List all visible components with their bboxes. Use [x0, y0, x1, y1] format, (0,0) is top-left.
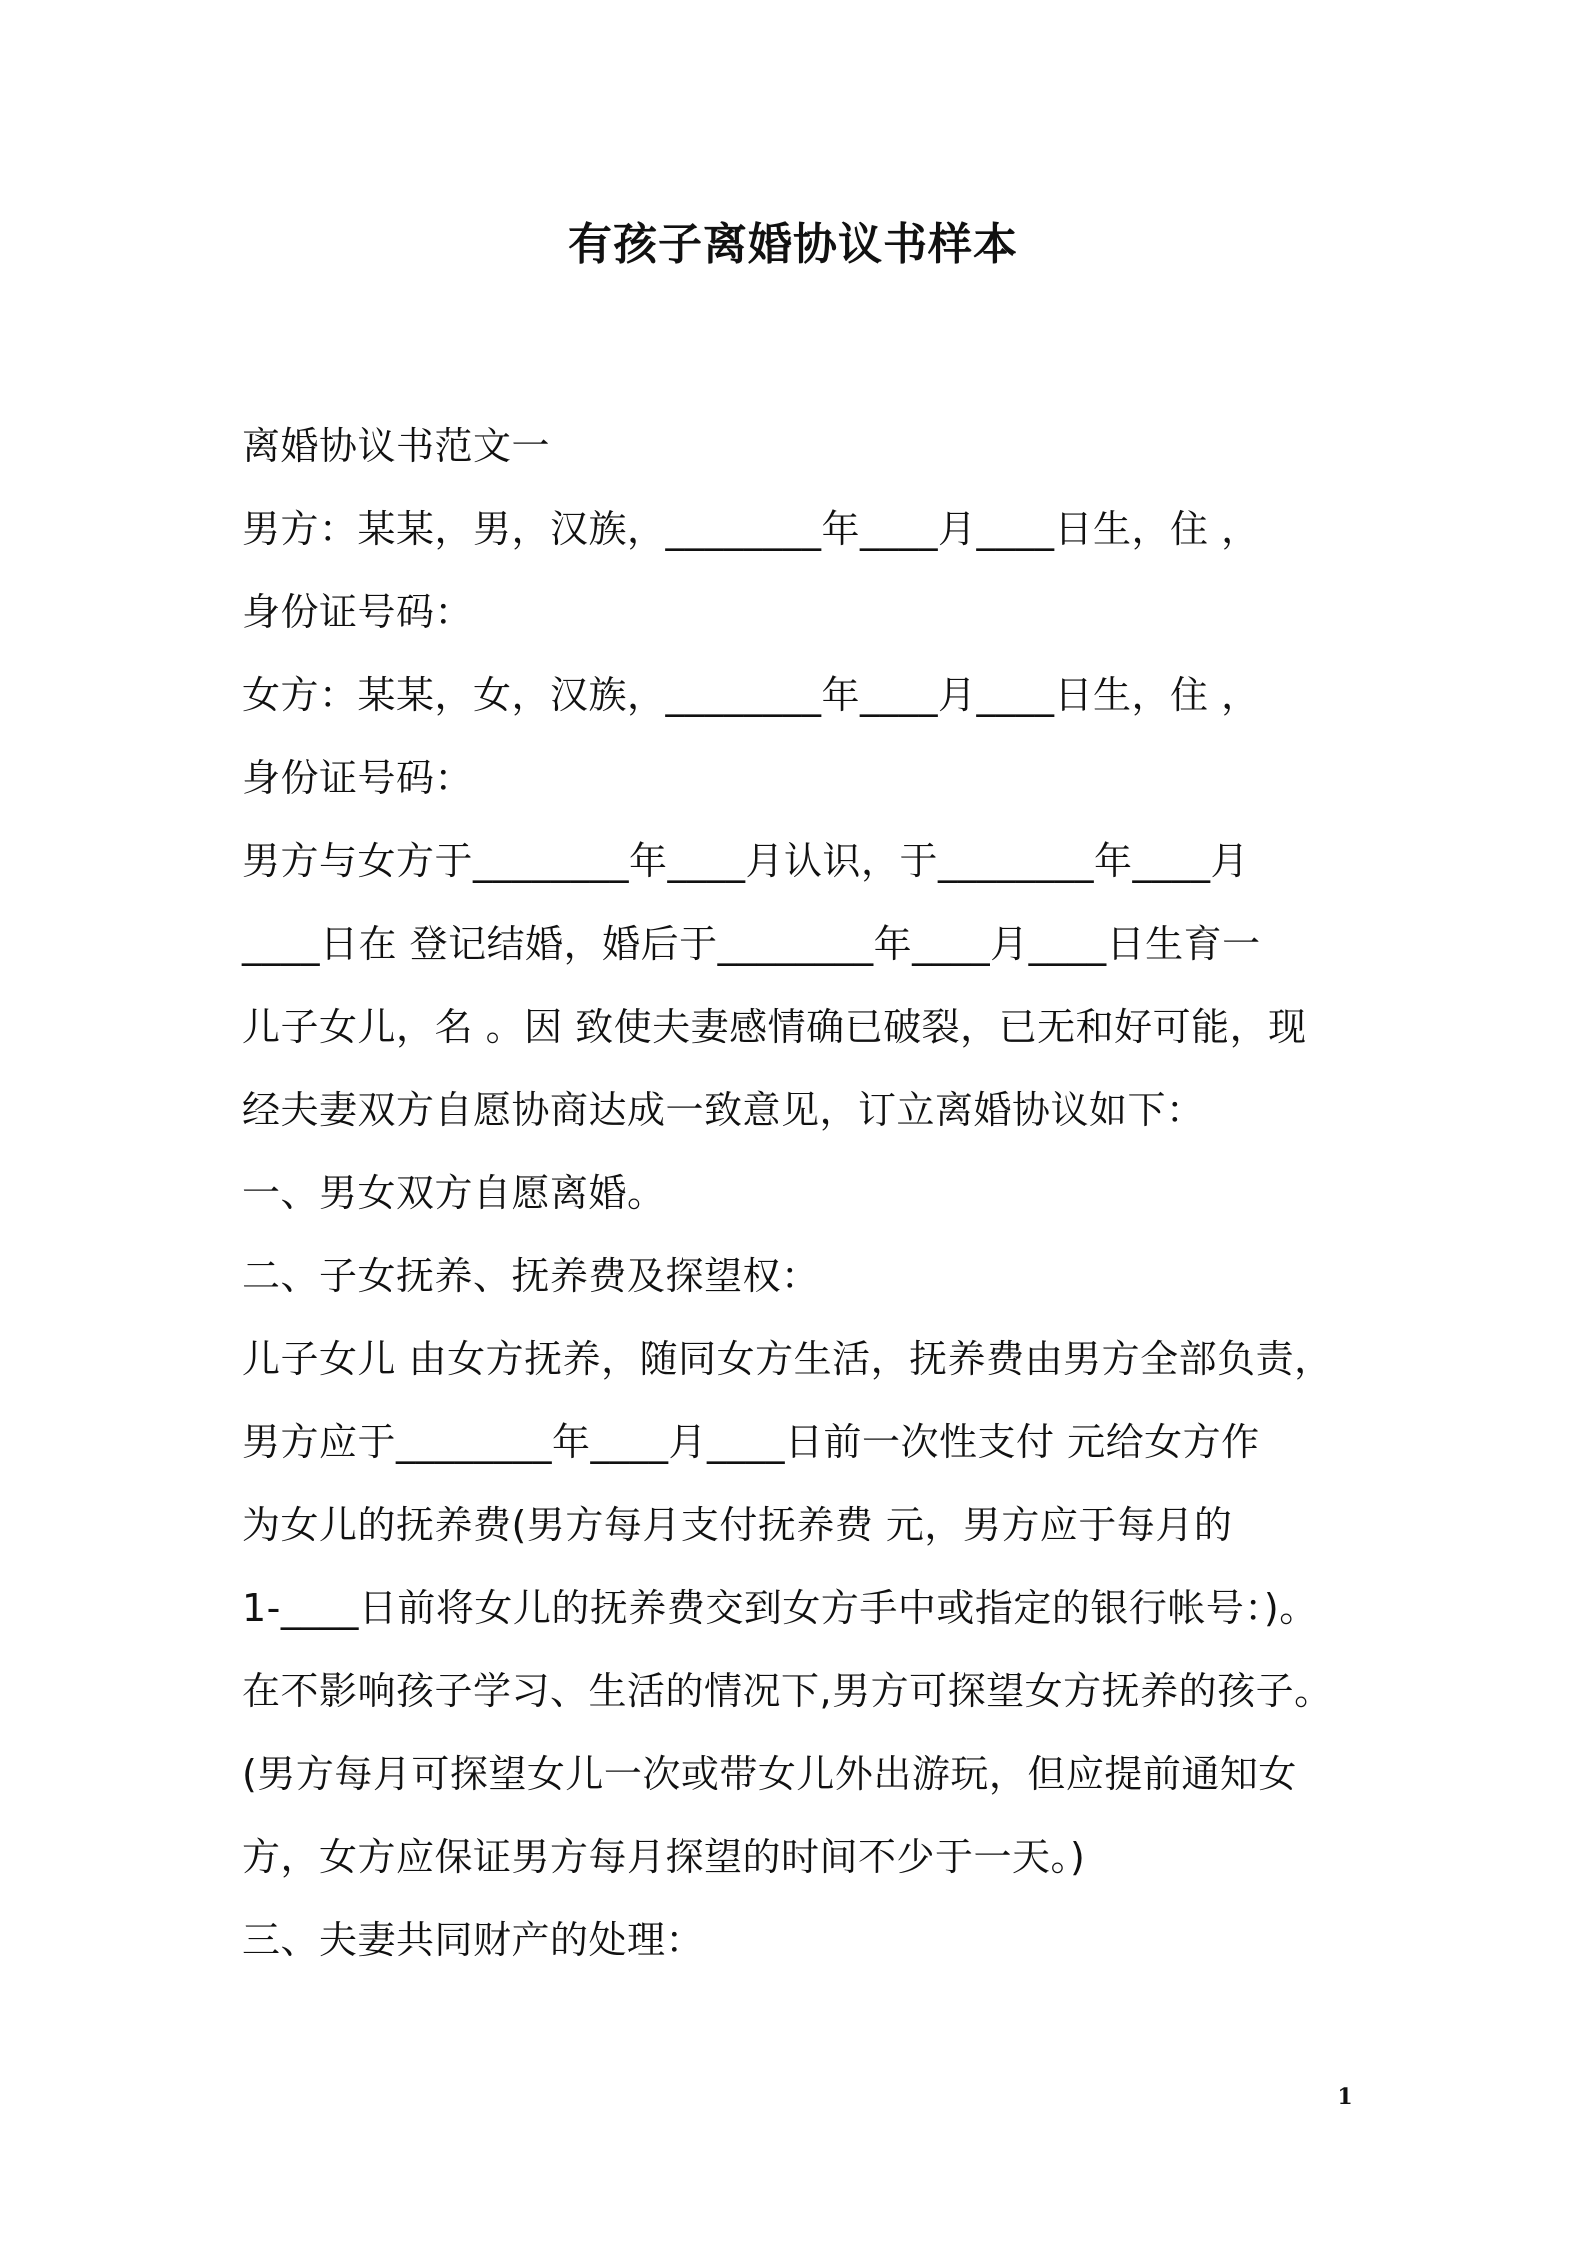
- paragraph-line: (男方每月可探望女儿一次或带女儿外出游玩，但应提前通知女: [242, 1752, 1297, 1796]
- clause-three-heading: 三、夫妻共同财产的处理：: [242, 1918, 705, 1962]
- paragraph-line: 1-____日前将女儿的抚养费交到女方手中或指定的银行帐号：)。: [242, 1586, 1318, 1630]
- paragraph-line: 经夫妻双方自愿协商达成一致意见，订立离婚协议如下：: [242, 1088, 1205, 1132]
- female-id-number-line: 身份证号码：: [242, 756, 474, 800]
- clause-one-heading: 一、男女双方自愿离婚。: [242, 1171, 666, 1215]
- female-party-info-line: 女方：某某，女，汉族，________年____月____日生，住 ，: [242, 673, 1260, 717]
- male-party-info-line: 男方：某某，男，汉族，________年____月____日生，住 ，: [242, 507, 1260, 551]
- paragraph-line: 男方应于________年____月____日前一次性支付 元给女方作: [242, 1420, 1260, 1464]
- page-number: 1: [1337, 2084, 1353, 2110]
- paragraph-line: ____日在 登记结婚，婚后于________年____月____日生育一: [242, 922, 1261, 966]
- document-title: 有孩子离婚协议书样本: [568, 219, 1018, 270]
- paragraph-line: 男方与女方于________年____月认识，于________年____月: [242, 839, 1250, 883]
- paragraph-line: 儿子女儿 由女方抚养，随同女方生活，抚养费由男方全部负责，: [242, 1337, 1333, 1381]
- paragraph-line: 为女儿的抚养费(男方每月支付抚养费 元，男方应于每月的: [242, 1503, 1233, 1547]
- male-id-number-line: 身份证号码：: [242, 590, 474, 634]
- section-heading-sample-one: 离婚协议书范文一: [242, 424, 551, 468]
- paragraph-line: 方，女方应保证男方每月探望的时间不少于一天。): [242, 1835, 1086, 1879]
- paragraph-line: 儿子女儿，名 。因 致使夫妻感情确已破裂，已无和好可能，现: [242, 1005, 1307, 1049]
- paragraph-line: 在不影响孩子学习、生活的情况下,男方可探望女方抚养的孩子。: [242, 1669, 1333, 1713]
- document-body: [242, 405, 1372, 1982]
- clause-two-heading: 二、子女抚养、抚养费及探望权：: [242, 1254, 820, 1298]
